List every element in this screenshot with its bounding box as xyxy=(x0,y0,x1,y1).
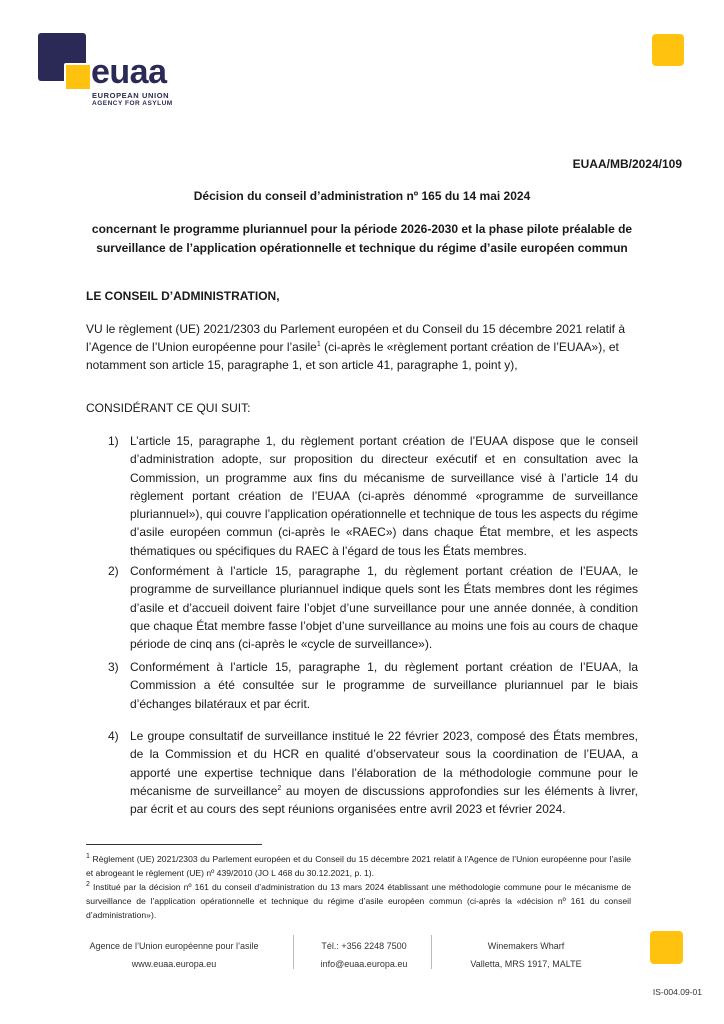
recital-number: 4) xyxy=(108,729,119,743)
footnote-ref-2[interactable]: 2 xyxy=(277,784,282,792)
footer-contact-block xyxy=(300,937,428,973)
logo-wordmark: euaa xyxy=(91,53,167,91)
footnote-text: Institué par la décision nº 161 du conseil d’administration du 13 mars 2024 établissant une méthodologie commune pour le mécanisme de surveillance de l’application opérationnelle et technique du régime d’asile européen commun (ci-après la «décision nº 161 du conseil d’administration»). xyxy=(86,882,631,920)
recital-text: Conformément à l’article 15, paragraphe 1, du règlement portant création de l’EUAA, le programme de surveillance pluriannuel indique quels sont les États membres dont les régimes d’asile et d’accueil doivent faire l’objet d’une surveillance pour une année donnée, à condition que chaque État membre fasse l’objet d’une surveillance au moins une fois au cours de chaque période de cinq ans (ci-après le «cycle de surveillance»). xyxy=(130,564,638,652)
footer-address-line-1: Winemakers Wharf xyxy=(487,941,565,951)
logo-tagline-1: EUROPEAN UNION xyxy=(92,91,170,100)
vu-text-1: VU le règlement (UE) 2021/2303 du Parlement européen et du Conseil du 15 décembre 2021 relatif à l’Agence de l’Union européenne pour l’asile xyxy=(86,322,625,354)
logo-yellow-square xyxy=(64,63,92,91)
footer-agency-name: Agence de l’Union européenne pour l’asile xyxy=(89,941,259,951)
recital-number: 1) xyxy=(108,434,119,448)
recital-text xyxy=(130,727,638,818)
recital-item xyxy=(108,562,638,653)
recital-number: 2) xyxy=(108,564,119,578)
footer-email-link[interactable]: info@euaa.europa.eu xyxy=(320,959,408,969)
footer-divider xyxy=(293,935,294,969)
footnote xyxy=(86,852,631,880)
footnote-separator xyxy=(86,844,262,845)
footer-phone: Tél.: +356 2248 7500 xyxy=(321,941,407,951)
vu-text-2: (ci-après le «règlement portant création de l’EUAA»), et notamment son article 15, paragraphe 1, et son article 41, paragraphe 1, point y), xyxy=(86,340,619,372)
considering-heading: CONSIDÉRANT CE QUI SUIT: xyxy=(86,401,251,415)
decision-subtitle: concernant le programme pluriannuel pour la période 2026-2030 et la phase pilote préalable de surveillance de l’application opérationnelle et technique du régime d’asile européen commun xyxy=(91,222,633,255)
footnote-ref-1[interactable]: 1 xyxy=(316,341,321,348)
footer-address-line-2: Valletta, MRS 1917, MALTE xyxy=(470,959,582,969)
recital-number: 3) xyxy=(108,660,119,674)
corner-tab-top xyxy=(652,34,684,66)
footnote-text: Règlement (UE) 2021/2303 du Parlement européen et du Conseil du 15 décembre 2021 relatif à l’Agence de l’Union européenne pour l’asile et abrogeant le règlement (UE) nº 439/2010 (JO L 468 du 30.12.2021, p. 1). xyxy=(86,854,632,878)
recital-text: Conformément à l’article 15, paragraphe 1, du règlement portant création de l’EUAA, la Commission a été consultée sur le programme de surveillance pluriannuel par le biais d’échanges bilatéraux et par écrit. xyxy=(130,660,638,711)
recital-text: L’article 15, paragraphe 1, du règlement portant création de l’EUAA dispose que le conseil d’administration adopte, sur proposition du directeur exécutif et en consultation avec la Commission, un programme aux fins du mécanisme de surveillance visé à l’article 14 du règlement portant création de l’EUAA (ci-après dénommé «programme de surveillance pluriannuel»), qui couvre l’application opérationnelle et technique de tous les aspects du régime d’asile européen commun (ci-après le «RAEC») dans chaque État membre, et les aspects thématiques ou spécifiques du RAEC à l’égard de tous les États membres. xyxy=(130,434,638,558)
recital-item xyxy=(108,432,638,560)
corner-tab-bottom xyxy=(650,931,683,964)
footer-website-link[interactable]: www.euaa.europa.eu xyxy=(131,959,217,969)
footnote xyxy=(86,880,631,922)
footer-divider xyxy=(431,935,432,969)
council-heading: LE CONSEIL D’ADMINISTRATION, xyxy=(86,289,280,303)
recital-text-1: Le groupe consultatif de surveillance institué le 22 février 2023, composé des États membres, de la Commission et du HCR en qualité d’observateur sous la coordination de l’EUAA, a apporté une expertise technique dans l’élaboration de la méthodologie commune pour le mécanisme de surveillance xyxy=(130,729,638,798)
footer-address-block xyxy=(436,937,616,973)
euaa-logo xyxy=(38,33,188,108)
vu-paragraph xyxy=(86,320,646,374)
decision-title: Décision du conseil d’administration nº 165 du 14 mai 2024 xyxy=(193,189,531,203)
footer-agency-block xyxy=(86,937,262,973)
recital-item xyxy=(108,658,638,713)
document-id: IS-004.09-01 xyxy=(652,987,702,997)
recital-item xyxy=(108,727,638,818)
footnote-number: 2 xyxy=(86,881,90,889)
document-reference: EUAA/MB/2024/109 xyxy=(572,157,682,171)
logo-tagline-2: AGENCY FOR ASYLUM xyxy=(92,100,173,107)
footnote-number: 1 xyxy=(86,853,90,861)
recital-text-2: au moyen de discussions approfondies sur les éléments à livrer, par écrit et au cours des sept réunions organisées entre avril 2023 et février 2024. xyxy=(130,783,638,817)
